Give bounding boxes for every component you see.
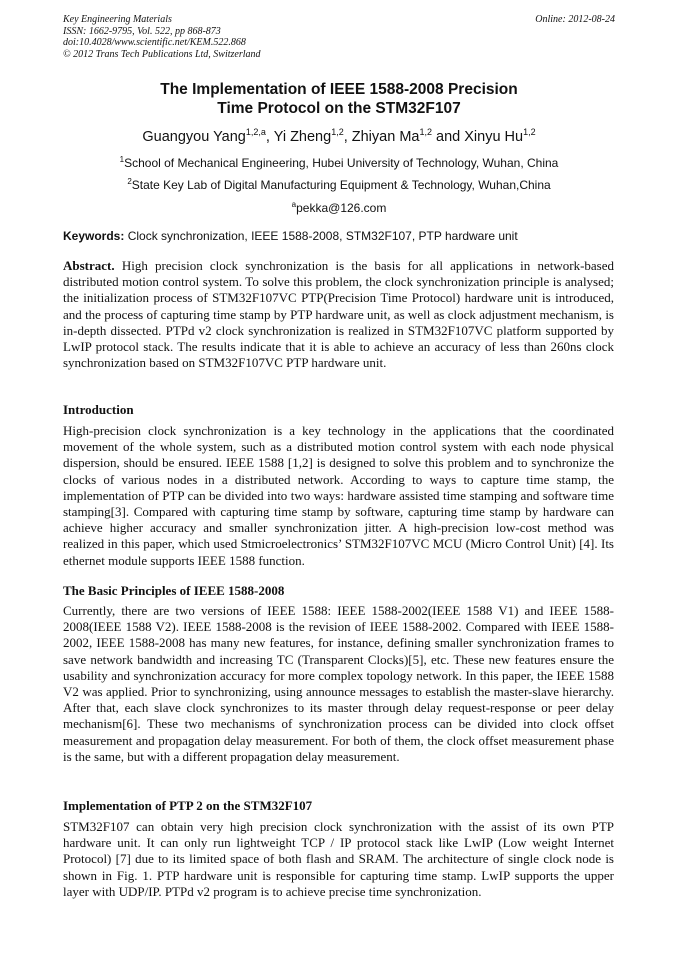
author-email: $^a$pekka@126.com xyxy=(291,200,387,215)
keywords xyxy=(63,229,615,244)
paper-title xyxy=(63,80,615,118)
affiliation-1: $^1$School of Mechanical Engineering, Hubei University of Technology, Wuhan, China xyxy=(119,155,559,170)
section-heading-implementation: Implementation of PTP 2 on the STM32F107 xyxy=(63,798,313,813)
title-line-1: The Implementation of IEEE 1588-2008 Precision xyxy=(160,81,518,98)
journal-issn: ISSN: 1662-9795, Vol. 522, pp 868-873 xyxy=(63,25,221,37)
journal-doi: doi:10.4028/www.scientific.net/KEM.522.868 xyxy=(63,37,246,48)
online-date: Online: 2012-08-24 xyxy=(535,14,615,25)
author-list xyxy=(63,128,615,146)
author: Xinyu Hu$^{1,2}$ xyxy=(464,127,536,145)
journal-copyright: © 2012 Trans Tech Publications Ltd, Switzerland xyxy=(63,48,261,60)
keywords-label: Keywords: xyxy=(63,229,125,243)
abstract xyxy=(63,258,614,371)
author: Yi Zheng$^{1,2}$, xyxy=(273,127,352,145)
section-body-basic-principles: Currently, there are two versions of IEEE 1588: IEEE 1588-2002(IEEE 1588 V1) and IEEE 1588-2008(IEEE 1588 V2). IEEE 1588-2008 is the revision of IEEE 1588-2002. Compared with IEEE 1588-2002, IEEE 1588-2008 has many new features, for instance, defining smaller synchronization frames to save network bandwidth and increasing TC (Transparent Clocks)[5], etc. These new features ensure the usability and synchronization accuracy for more complex topology network. In this paper, the IEEE 1588 V2 was applied. Prior to synchronizing, using announce messages to establish the master-slave hierarchy. After that, each slave clock synchronizes to its master through delay request-response or peer delay mechanism[6]. These two mechanisms of synchronization process can be divided into clock offset measurement and propagation delay measurement. For both of them, the clock offset measurement phase is the same, but with a different propagation delay measurement. xyxy=(63,603,614,764)
author: Zhiyan Ma$^{1,2}$ and xyxy=(351,127,465,145)
section-body-introduction: High-precision clock synchronization is a key technology in the applications that the coordinated movement of the whole system, such as a distributed motion control system with each node physical dispersion, should be ensured. IEEE 1588 [1,2] is designed to solve this problem and to synchronize the clocks of various nodes in a distributed network. According to ways to capture time stamp, the implementation of PTP can be divided into two ways: hardware assisted time stamping and software time stamping[3]. Compared with capturing time stamp by software, capturing time stamp by hardware can achieve higher accuracy and smaller synchronization jitter. A high-precision low-cost method was realized in this paper, which used Stmicroelectronics’ STM32F107VC MCU (Micro Control Unit) [4]. Its ethernet module supports IEEE 1588 function. xyxy=(63,423,614,568)
abstract-text: High precision clock synchronization is the basis for all applications in network-based distributed motion control system. To solve this problem, the clock synchronization principle is analysed; the initialization process of STM32F107VC PTP(Precision Time Protocol) hardware unit is introduced, and the process of capturing time stamp by PTP hardware unit, as well as clock adjustment mechanism, is in-depth dissected. PTPd v2 clock synchronization is realized in STM32F107VC platform supported by LwIP protocol stack. The results indicate that it is able to achieve an accuracy of less than 260ns clock synchronization based on STM32F107VC PTP hardware unit. xyxy=(63,258,615,371)
affiliation-2: $^2$State Key Lab of Digital Manufacturing Equipment & Technology, Wuhan,China xyxy=(127,177,551,192)
section-heading-basic-principles: The Basic Principles of IEEE 1588-2008 xyxy=(63,583,285,598)
author: Guangyou Yang$^{1,2,a}$, xyxy=(142,127,274,145)
keywords-text: Clock synchronization, IEEE 1588-2008, STM32F107, PTP hardware unit xyxy=(127,229,518,243)
journal-header xyxy=(63,14,615,60)
title-line-2: Time Protocol on the STM32F107 xyxy=(217,100,461,117)
section-heading-introduction: Introduction xyxy=(63,402,134,417)
journal-name: Key Engineering Materials xyxy=(63,14,172,25)
abstract-label: Abstract. xyxy=(63,258,115,273)
section-body-implementation: STM32F107 can obtain very high precision clock synchronization with the assist of its own PTP hardware unit. It can only run lightweight TCP / IP protocol stack like LwIP (Low weight Internet Protocol) [7] due to its limited space of both flash and SRAM. The architecture of single clock node is shown in Fig. 1. PTP hardware unit is responsible for capturing time stamp. LwIP supports the upper layer with UDP/IP. PTPd v2 program is to achieve precise time synchronization. xyxy=(63,819,614,899)
